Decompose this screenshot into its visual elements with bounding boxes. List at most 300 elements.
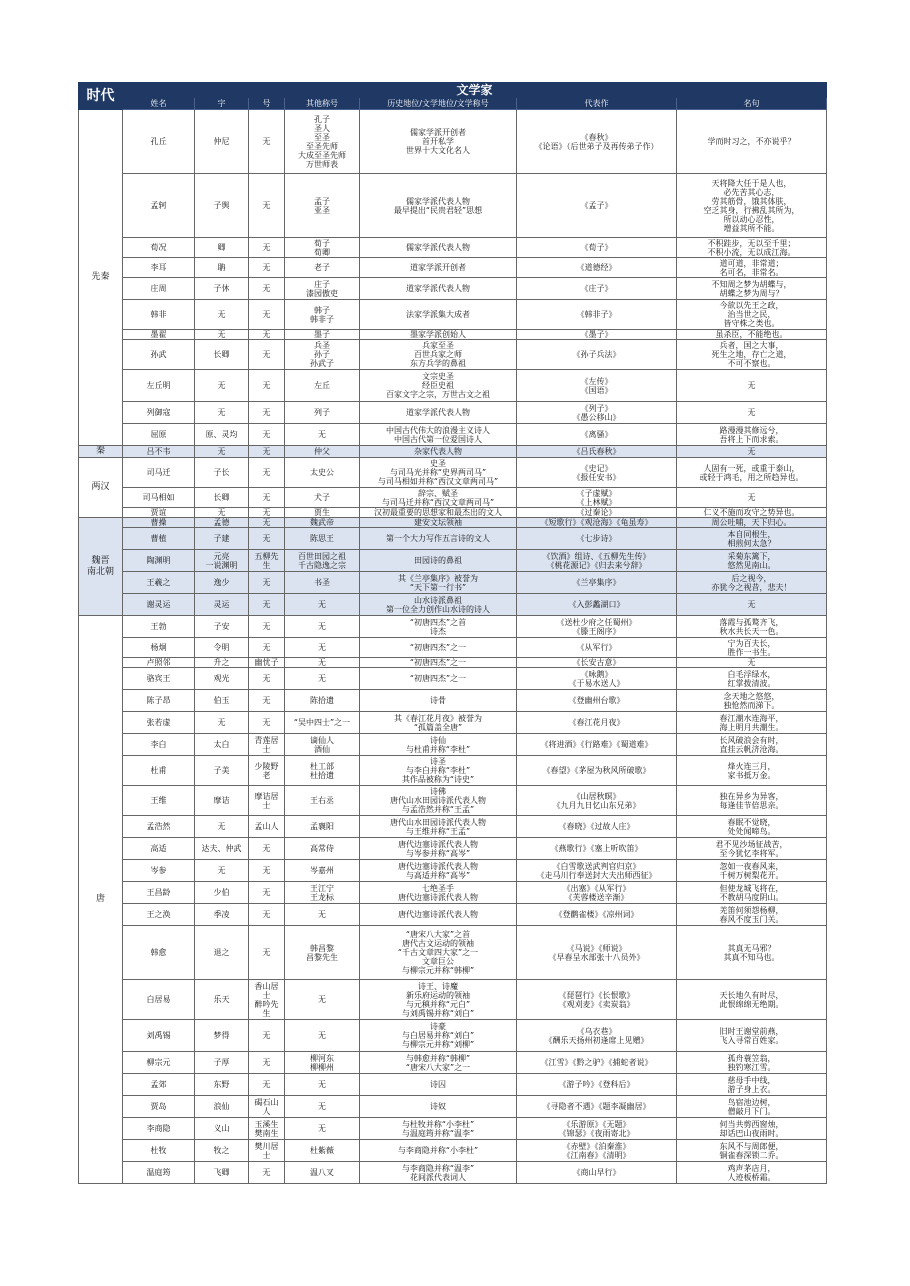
name-cell: 杜牧 (123, 1140, 195, 1162)
hao-cell: 无 (249, 508, 285, 518)
other-titles-cell: 孔子 圣人 至圣 至圣先师 大成至圣先师 万世师表 (285, 110, 360, 174)
name-cell: 列御寇 (123, 402, 195, 424)
hao-cell: 碣石山人 (249, 1096, 285, 1118)
status-cell: 儒家学派代表人物 (360, 238, 517, 258)
status-cell: “初唐四杰”之一 (360, 658, 517, 668)
zi-cell: 原、灵均 (195, 424, 249, 446)
status-cell: 其《兰亭集序》被誉为 “天下第一行书” (360, 572, 517, 594)
name-cell: 荀况 (123, 238, 195, 258)
name-cell: 韩非 (123, 300, 195, 330)
quote-cell: 兵者，国之大事， 死生之地，存亡之道， 不可不察也。 (677, 340, 827, 370)
quote-cell: 周公吐哺，天下归心。 (677, 518, 827, 528)
table-row (79, 668, 827, 690)
other-titles-cell: 兵圣 孙子 孙武子 (285, 340, 360, 370)
column-header-row (79, 98, 827, 110)
other-titles-cell: 犬子 (285, 488, 360, 508)
status-cell: 诗奴 (360, 1096, 517, 1118)
zi-cell: 聃 (195, 258, 249, 278)
column-header-other-titles: 其他称号 (285, 98, 360, 110)
table-row (79, 518, 827, 528)
zi-cell: 少伯 (195, 882, 249, 904)
hao-cell: 无 (249, 882, 285, 904)
name-cell: 孟郊 (123, 1074, 195, 1096)
column-header-hao: 号 (249, 98, 285, 110)
name-cell: 曹植 (123, 528, 195, 550)
name-cell: 司马相如 (123, 488, 195, 508)
works-cell: 《庄子》 (517, 278, 677, 300)
name-cell: 杜甫 (123, 756, 195, 786)
hao-cell: 无 (249, 458, 285, 488)
quote-cell: 后之视今， 亦犹今之视昔，悲夫！ (677, 572, 827, 594)
status-cell: 与李商隐并称“小李杜” (360, 1140, 517, 1162)
other-titles-cell: 王右丞 (285, 786, 360, 816)
poets-table (78, 82, 827, 1184)
hao-cell: 无 (249, 838, 285, 860)
other-titles-cell: 庄子 漆园傲吏 (285, 278, 360, 300)
works-cell: 《孟子》 (517, 174, 677, 238)
status-cell: 第一个大力写作五言诗的文人 (360, 528, 517, 550)
table-row (79, 402, 827, 424)
table-row (79, 300, 827, 330)
table-row (79, 258, 827, 278)
table-row (79, 690, 827, 712)
other-titles-cell: 温八叉 (285, 1162, 360, 1184)
quote-cell: 无 (677, 594, 827, 616)
column-header-quote: 名句 (677, 98, 827, 110)
quote-cell: 春眠不觉晓， 处处闻啼鸟。 (677, 816, 827, 838)
hao-cell: 无 (249, 926, 285, 980)
name-cell: 陶渊明 (123, 550, 195, 572)
works-cell: 《过秦论》 (517, 508, 677, 518)
works-cell: 《将进酒》《行路难》《蜀道难》 (517, 734, 677, 756)
status-cell: 诗仙 与杜甫并称“李杜” (360, 734, 517, 756)
works-cell: 《登鹳雀楼》《凉州词》 (517, 904, 677, 926)
zi-cell: 退之 (195, 926, 249, 980)
works-cell: 《登幽州台歌》 (517, 690, 677, 712)
name-cell: 陈子昂 (123, 690, 195, 712)
zi-cell: 子休 (195, 278, 249, 300)
table-row (79, 238, 827, 258)
zi-cell: 灵运 (195, 594, 249, 616)
hao-cell: 无 (249, 690, 285, 712)
works-cell: 《荀子》 (517, 238, 677, 258)
hao-cell: 无 (249, 238, 285, 258)
table-row (79, 658, 827, 668)
works-cell: 《史记》 《报任安书》 (517, 458, 677, 488)
name-cell: 李白 (123, 734, 195, 756)
works-cell: 《长安古意》 (517, 658, 677, 668)
hao-cell: 无 (249, 616, 285, 638)
zi-cell: 无 (195, 508, 249, 518)
status-cell: 汉初最重要的思想家和最杰出的文人 (360, 508, 517, 518)
zi-cell: 长卿 (195, 340, 249, 370)
works-cell: 《乌衣巷》 《酬乐天扬州初逢席上见赠》 (517, 1020, 677, 1052)
hao-cell: 摩诘居士 (249, 786, 285, 816)
quote-cell: 今欲以先王之政， 治当世之民， 皆守株之类也。 (677, 300, 827, 330)
zi-cell: 乐天 (195, 980, 249, 1020)
other-titles-cell: 无 (285, 638, 360, 658)
name-cell: 韩愈 (123, 926, 195, 980)
status-cell: 道家学派代表人物 (360, 402, 517, 424)
table-row (79, 860, 827, 882)
other-titles-cell: 无 (285, 424, 360, 446)
other-titles-cell: 杜工部 杜拾遗 (285, 756, 360, 786)
table-row (79, 1162, 827, 1184)
status-cell: 建安文坛领袖 (360, 518, 517, 528)
other-titles-cell: 高常侍 (285, 838, 360, 860)
name-cell: 孟浩然 (123, 816, 195, 838)
quote-cell: 长风破浪会有时， 直挂云帆济沧海。 (677, 734, 827, 756)
name-cell: 贾谊 (123, 508, 195, 518)
quote-cell: 旧时王谢堂前燕， 飞入寻常百姓家。 (677, 1020, 827, 1052)
status-cell: 儒家学派开创者 首开私学 世界十大文化名人 (360, 110, 517, 174)
other-titles-cell: 孟襄阳 (285, 816, 360, 838)
hao-cell: 无 (249, 528, 285, 550)
zi-cell: 长卿 (195, 488, 249, 508)
quote-cell: 白毛浮绿水， 红掌拨清波。 (677, 668, 827, 690)
table-row (79, 786, 827, 816)
works-cell: 《游子吟》《登科后》 (517, 1074, 677, 1096)
quote-cell: 不积跬步，无以至千里； 不积小流，无以成江海。 (677, 238, 827, 258)
table-row (79, 882, 827, 904)
works-cell: 《短歌行》《观沧海》《龟虽寿》 (517, 518, 677, 528)
hao-cell: 无 (249, 904, 285, 926)
zi-cell: 浪仙 (195, 1096, 249, 1118)
name-cell: 柳宗元 (123, 1052, 195, 1074)
status-cell: 与杜牧并称“小李杜” 与温庭筠并称“温李” (360, 1118, 517, 1140)
name-cell: 岑参 (123, 860, 195, 882)
zi-cell: 仲尼 (195, 110, 249, 174)
other-titles-cell: 无 (285, 1096, 360, 1118)
works-cell: 《琵琶行》《长恨歌》 《观刈麦》《卖炭翁》 (517, 980, 677, 1020)
quote-cell: 何当共剪西窗烛， 却话巴山夜雨时。 (677, 1118, 827, 1140)
works-cell: 《春江花月夜》 (517, 712, 677, 734)
table-row (79, 370, 827, 402)
quote-cell: 宁为百夫长， 胜作一书生。 (677, 638, 827, 658)
name-cell: 王之涣 (123, 904, 195, 926)
zi-cell: 季凌 (195, 904, 249, 926)
works-cell: 《墨子》 (517, 330, 677, 340)
works-cell: 《商山早行》 (517, 1162, 677, 1184)
zi-cell: 摩诘 (195, 786, 249, 816)
hao-cell: 无 (249, 278, 285, 300)
quote-cell: 鸡声茅店月， 人迹板桥霜。 (677, 1162, 827, 1184)
name-cell: 司马迁 (123, 458, 195, 488)
zi-cell: 伯玉 (195, 690, 249, 712)
zi-cell: 元亮 一说渊明 (195, 550, 249, 572)
name-cell: 贾岛 (123, 1096, 195, 1118)
status-cell: 山水诗派鼻祖 第一位全力创作山水诗的诗人 (360, 594, 517, 616)
hao-cell: 无 (249, 518, 285, 528)
other-titles-cell: 陈思王 (285, 528, 360, 550)
status-cell: “初唐四杰”之一 (360, 668, 517, 690)
table-row (79, 278, 827, 300)
zi-cell: 无 (195, 860, 249, 882)
status-cell: “唐宋八大家”之首 唐代古文运动的领袖 “千古文章四大家”之一 文章巨公 与柳宗元并称“韩柳” (360, 926, 517, 980)
quote-cell: 无 (677, 446, 827, 458)
other-titles-cell: 荀子 荀卿 (285, 238, 360, 258)
zi-cell: 太白 (195, 734, 249, 756)
zi-cell: 飞卿 (195, 1162, 249, 1184)
other-titles-cell: 岑嘉州 (285, 860, 360, 882)
name-cell: 墨翟 (123, 330, 195, 340)
hao-cell: 无 (249, 370, 285, 402)
works-cell: 《咏鹅》 《于易水送人》 (517, 668, 677, 690)
table-row (79, 980, 827, 1020)
zi-cell: 子厚 (195, 1052, 249, 1074)
quote-cell: 落霞与孤鹜齐飞， 秋水共长天一色。 (677, 616, 827, 638)
quote-cell: 采菊东篱下， 悠然见南山。 (677, 550, 827, 572)
hao-cell: 无 (249, 110, 285, 174)
zi-cell: 无 (195, 816, 249, 838)
name-cell: 曹操 (123, 518, 195, 528)
hao-cell: 无 (249, 330, 285, 340)
table-row (79, 424, 827, 446)
hao-cell: 樊川居士 (249, 1140, 285, 1162)
other-titles-cell: 杜紫薇 (285, 1140, 360, 1162)
other-titles-cell: 孟子 亚圣 (285, 174, 360, 238)
hao-cell: 无 (249, 638, 285, 658)
column-header-works: 代表作 (517, 98, 677, 110)
status-cell: “初唐四杰”之一 (360, 638, 517, 658)
works-cell: 《孙子兵法》 (517, 340, 677, 370)
quote-cell: 君不见沙场征战苦， 至今犹忆李将军。 (677, 838, 827, 860)
other-titles-cell: 无 (285, 658, 360, 668)
zi-cell: 义山 (195, 1118, 249, 1140)
works-cell: 《入彭蠡湖口》 (517, 594, 677, 616)
table-row (79, 458, 827, 488)
name-cell: 吕不韦 (123, 446, 195, 458)
column-header-zi: 字 (195, 98, 249, 110)
hao-cell: 香山居士 醉吟先生 (249, 980, 285, 1020)
other-titles-cell: 魏武帝 (285, 518, 360, 528)
status-cell: 唐代边塞诗派代表人物 与高适并称“高岑” (360, 860, 517, 882)
works-cell: 《子虚赋》 《上林赋》 (517, 488, 677, 508)
works-cell: 《马说》《师说》 《早春呈水部张十八员外》 (517, 926, 677, 980)
status-cell: 唐代边塞诗派代表人物 (360, 904, 517, 926)
table-row (79, 340, 827, 370)
name-cell: 王昌龄 (123, 882, 195, 904)
status-cell: 唐代边塞诗派代表人物 与岑参并称“高岑” (360, 838, 517, 860)
table-row (79, 446, 827, 458)
status-cell: 儒家学派代表人物 最早提出“民贵君轻”思想 (360, 174, 517, 238)
table-row (79, 756, 827, 786)
table-row (79, 550, 827, 572)
other-titles-cell: 列子 (285, 402, 360, 424)
table-row (79, 1020, 827, 1052)
zi-cell: 梦得 (195, 1020, 249, 1052)
hao-cell: 无 (249, 300, 285, 330)
name-cell: 李耳 (123, 258, 195, 278)
hao-cell: 无 (249, 1020, 285, 1052)
table-row (79, 330, 827, 340)
hao-cell: 无 (249, 424, 285, 446)
other-titles-cell: 太史公 (285, 458, 360, 488)
table-row (79, 528, 827, 550)
hao-cell: 无 (249, 860, 285, 882)
other-titles-cell: 无 (285, 1020, 360, 1052)
other-titles-cell: “吴中四士”之一 (285, 712, 360, 734)
quote-cell: 人固有一死，或重于泰山， 或轻于鸿毛，用之所趋异也。 (677, 458, 827, 488)
status-cell: 唐代山水田园诗派代表人物 与王维并称“王孟” (360, 816, 517, 838)
quote-cell: 无 (677, 488, 827, 508)
hao-cell: 无 (249, 594, 285, 616)
name-cell: 高适 (123, 838, 195, 860)
status-cell: “初唐四杰”之首 诗杰 (360, 616, 517, 638)
hao-cell: 无 (249, 446, 285, 458)
name-cell: 骆宾王 (123, 668, 195, 690)
status-cell: 文宗史圣 经臣史祖 百家文字之宗，万世古文之祖 (360, 370, 517, 402)
name-cell: 卢照邻 (123, 658, 195, 668)
hao-cell: 无 (249, 258, 285, 278)
status-cell: 诗豪 与白居易并称“刘白” 与柳宗元并称“刘柳” (360, 1020, 517, 1052)
name-cell: 杨炯 (123, 638, 195, 658)
quote-cell: 烽火连三月， 家书抵万金。 (677, 756, 827, 786)
hao-cell: 少陵野老 (249, 756, 285, 786)
quote-cell: 天将降大任于是人也， 必先苦其心志， 劳其筋骨，饿其体肤， 空乏其身，行拂乱其所为， 所以动心忍性， 增益其所不能。 (677, 174, 827, 238)
status-cell: 诗骨 (360, 690, 517, 712)
hao-cell: 无 (249, 402, 285, 424)
era-column-header: 时代 (79, 83, 123, 110)
other-titles-cell: 柳河东 柳柳州 (285, 1052, 360, 1074)
zi-cell: 达夫、仲武 (195, 838, 249, 860)
name-cell: 张若虚 (123, 712, 195, 734)
zi-cell: 无 (195, 712, 249, 734)
quote-cell: 春江潮水连海平， 海上明月共潮生。 (677, 712, 827, 734)
zi-cell: 逸少 (195, 572, 249, 594)
other-titles-cell: 无 (285, 616, 360, 638)
zi-cell: 子美 (195, 756, 249, 786)
status-cell: 诗囚 (360, 1074, 517, 1096)
name-cell: 屈原 (123, 424, 195, 446)
works-cell: 《道德经》 (517, 258, 677, 278)
hao-cell: 无 (249, 712, 285, 734)
era-cell: 秦 (79, 446, 123, 458)
name-cell: 王维 (123, 786, 195, 816)
zi-cell: 牧之 (195, 1140, 249, 1162)
works-cell: 《乐游原》《无题》 《锦瑟》《夜雨寄北》 (517, 1118, 677, 1140)
other-titles-cell: 墨子 (285, 330, 360, 340)
works-cell: 《送杜少府之任蜀州》 《滕王阁序》 (517, 616, 677, 638)
zi-cell: 令明 (195, 638, 249, 658)
quote-cell: 无 (677, 658, 827, 668)
table-row (79, 1140, 827, 1162)
hao-cell: 无 (249, 174, 285, 238)
name-cell: 王羲之 (123, 572, 195, 594)
name-cell: 李商隐 (123, 1118, 195, 1140)
hao-cell: 无 (249, 572, 285, 594)
works-cell: 《寻隐者不遇》《题李凝幽居》 (517, 1096, 677, 1118)
hao-cell: 青莲居士 (249, 734, 285, 756)
quote-cell: 仁义不施而攻守之势异也。 (677, 508, 827, 518)
other-titles-cell: 仲父 (285, 446, 360, 458)
other-titles-cell: 百世田园之祖 千古隐逸之宗 (285, 550, 360, 572)
table-title: 文学家 (123, 83, 827, 98)
name-cell: 刘禹锡 (123, 1020, 195, 1052)
zi-cell: 卿 (195, 238, 249, 258)
table-row (79, 488, 827, 508)
quote-cell: 本自同根生， 相煎何太急？ (677, 528, 827, 550)
zi-cell: 东野 (195, 1074, 249, 1096)
quote-cell: 路漫漫其修远兮， 吾将上下而求索。 (677, 424, 827, 446)
name-cell: 温庭筠 (123, 1162, 195, 1184)
quote-cell: 无 (677, 370, 827, 402)
status-cell: 法家学派集大成者 (360, 300, 517, 330)
works-cell: 《春秋》 《论语》（后世弟子及再传弟子作） (517, 110, 677, 174)
other-titles-cell: 无 (285, 904, 360, 926)
other-titles-cell: 无 (285, 594, 360, 616)
zi-cell: 孟德 (195, 518, 249, 528)
status-cell: 道家学派开创者 (360, 258, 517, 278)
zi-cell: 无 (195, 330, 249, 340)
works-cell: 《兰亭集序》 (517, 572, 677, 594)
table-row (79, 838, 827, 860)
table-row (79, 638, 827, 658)
works-cell: 《七步诗》 (517, 528, 677, 550)
era-cell: 两汉 (79, 458, 123, 518)
status-cell: 诗王、诗魔 新乐府运动的领袖 与元稹并称“元白” 与刘禹锡并称“刘白” (360, 980, 517, 1020)
status-cell: 与韩愈并称“韩柳” “唐宋八大家”之一 (360, 1052, 517, 1074)
quote-cell: 虽杀臣，不能绝也。 (677, 330, 827, 340)
zi-cell: 子长 (195, 458, 249, 488)
works-cell: 《江雪》《黔之驴》《捕蛇者说》 (517, 1052, 677, 1074)
works-cell: 《出塞》《从军行》 《芙蓉楼送辛渐》 (517, 882, 677, 904)
zi-cell: 无 (195, 370, 249, 402)
table-row (79, 1052, 827, 1074)
quote-cell: 天长地久有时尽， 此恨绵绵无绝期。 (677, 980, 827, 1020)
name-cell: 孙武 (123, 340, 195, 370)
hao-cell: 无 (249, 1052, 285, 1074)
status-cell: 道家学派代表人物 (360, 278, 517, 300)
era-cell: 唐 (79, 616, 123, 1184)
works-cell: 《列子》 《愚公移山》 (517, 402, 677, 424)
quote-cell: 羌笛何须怨杨柳， 春风不度玉门关。 (677, 904, 827, 926)
quote-cell: 东风不与周郎便， 铜雀春深锁二乔。 (677, 1140, 827, 1162)
status-cell: 杂家代表人物 (360, 446, 517, 458)
other-titles-cell: 无 (285, 668, 360, 690)
name-cell: 白居易 (123, 980, 195, 1020)
hao-cell: 无 (249, 1074, 285, 1096)
works-cell: 《左传》 《国语》 (517, 370, 677, 402)
table-row (79, 1074, 827, 1096)
name-cell: 孟轲 (123, 174, 195, 238)
zi-cell: 子建 (195, 528, 249, 550)
other-titles-cell: 书圣 (285, 572, 360, 594)
works-cell: 《离骚》 (517, 424, 677, 446)
status-cell: 中国古代伟大的浪漫主义诗人 中国古代第一位爱国诗人 (360, 424, 517, 446)
zi-cell: 无 (195, 300, 249, 330)
zi-cell: 无 (195, 446, 249, 458)
table-row (79, 904, 827, 926)
quote-cell: 忽如一夜春风来， 千树万树梨花开。 (677, 860, 827, 882)
status-cell: 与李商隐并称“温李” 花间派代表词人 (360, 1162, 517, 1184)
name-cell: 左丘明 (123, 370, 195, 402)
quote-cell: 不知周之梦为胡蝶与， 胡蝶之梦为周与？ (677, 278, 827, 300)
status-cell: 墨家学派创始人 (360, 330, 517, 340)
other-titles-cell: 王江宁 王龙标 (285, 882, 360, 904)
quote-cell: 道可道，非常道； 名可名，非常名。 (677, 258, 827, 278)
column-header-name: 姓名 (123, 98, 195, 110)
hao-cell: 无 (249, 340, 285, 370)
works-cell: 《从军行》 (517, 638, 677, 658)
hao-cell: 五柳先生 (249, 550, 285, 572)
status-cell: 兵家至圣 百世兵家之师 东方兵学的鼻祖 (360, 340, 517, 370)
era-cell: 魏晋 南北朝 (79, 518, 123, 616)
hao-cell: 玉溪生 樊南生 (249, 1118, 285, 1140)
hao-cell: 无 (249, 1162, 285, 1184)
table-row (79, 1118, 827, 1140)
other-titles-cell: 无 (285, 1118, 360, 1140)
